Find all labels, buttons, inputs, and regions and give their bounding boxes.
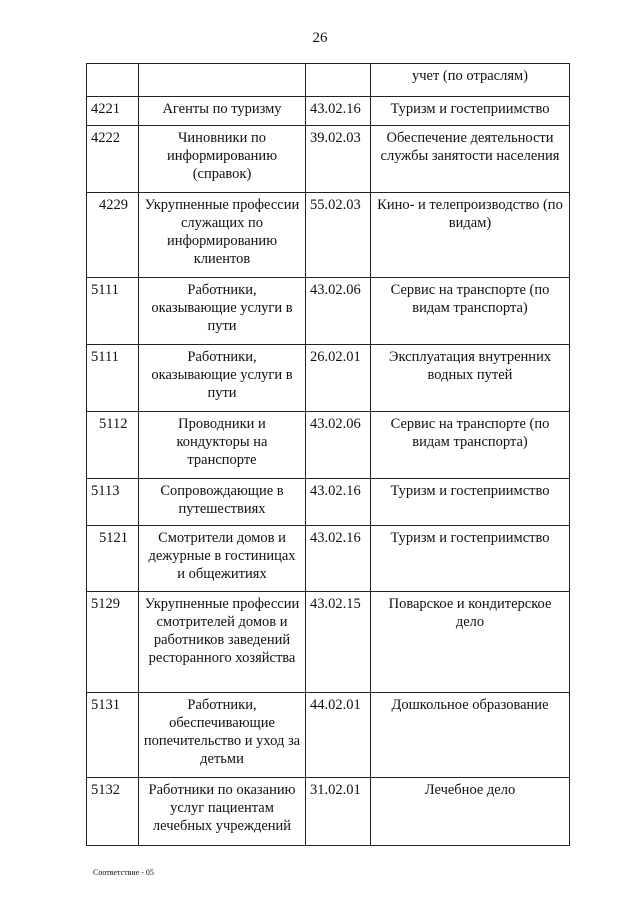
occupation-code-cell: 5111 — [87, 278, 139, 345]
occupation-code-cell: 5131 — [87, 693, 139, 778]
specialty-code-cell: 43.02.06 — [306, 278, 371, 345]
occupation-code-cell — [87, 64, 139, 97]
specialty-name-cell: Эксплуатация внутренних водных путей — [371, 345, 570, 412]
footer-note: Соответствие - 05 — [93, 868, 154, 877]
table-row — [87, 778, 570, 846]
specialty-code-cell: 43.02.06 — [306, 412, 371, 479]
occupation-code-cell: 5112 — [87, 412, 139, 479]
table-row — [87, 97, 570, 126]
occupation-name-cell: Сопровождающие в путешествиях — [139, 479, 306, 526]
specialty-code-cell: 44.02.01 — [306, 693, 371, 778]
specialty-name-cell: Кино- и телепроизводство (по видам) — [371, 193, 570, 278]
specialty-code-cell: 55.02.03 — [306, 193, 371, 278]
occupation-code-cell: 4222 — [87, 126, 139, 193]
specialty-name-cell: Обеспечение деятельности службы занятости населения — [371, 126, 570, 193]
specialty-name-cell: учет (по отраслям) — [371, 64, 570, 97]
table-row — [87, 412, 570, 479]
occupation-code-cell: 5111 — [87, 345, 139, 412]
table-row — [87, 126, 570, 193]
specialty-code-cell: 26.02.01 — [306, 345, 371, 412]
specialty-code-cell: 31.02.01 — [306, 778, 371, 846]
professions-table — [86, 63, 570, 846]
occupation-name-cell: Укрупненные профессии смотрителей домов и работников заведений ресторанного хозяйства — [139, 592, 306, 693]
specialty-code-cell — [306, 64, 371, 97]
specialty-name-cell: Лечебное дело — [371, 778, 570, 846]
table-row — [87, 479, 570, 526]
specialty-code-cell: 39.02.03 — [306, 126, 371, 193]
specialty-name-cell: Сервис на транспорте (по видам транспорта) — [371, 278, 570, 345]
occupation-code-cell: 5129 — [87, 592, 139, 693]
occupation-name-cell: Работники, обеспечивающие попечительство и уход за детьми — [139, 693, 306, 778]
specialty-name-cell: Дошкольное образование — [371, 693, 570, 778]
specialty-code-cell: 43.02.15 — [306, 592, 371, 693]
specialty-name-cell: Сервис на транспорте (по видам транспорта) — [371, 412, 570, 479]
occupation-name-cell: Чиновники по информированию (справок) — [139, 126, 306, 193]
page-number: 26 — [312, 30, 328, 46]
specialty-name-cell: Поварское и кондитерское дело — [371, 592, 570, 693]
specialty-code-cell: 43.02.16 — [306, 479, 371, 526]
table-row — [87, 592, 570, 693]
table-row — [87, 526, 570, 592]
table-row — [87, 64, 570, 97]
occupation-code-cell: 4229 — [87, 193, 139, 278]
specialty-name-cell: Туризм и гостеприимство — [371, 526, 570, 592]
occupation-name-cell: Работники, оказывающие услуги в пути — [139, 278, 306, 345]
occupation-name-cell: Агенты по туризму — [139, 97, 306, 126]
occupation-name-cell: Работники, оказывающие услуги в пути — [139, 345, 306, 412]
table-row — [87, 278, 570, 345]
occupation-name-cell: Смотрители домов и дежурные в гостиницах и общежитиях — [139, 526, 306, 592]
table-row — [87, 345, 570, 412]
specialty-name-cell: Туризм и гостеприимство — [371, 479, 570, 526]
occupation-name-cell: Укрупненные профессии служащих по информированию клиентов — [139, 193, 306, 278]
occupation-code-cell: 5121 — [87, 526, 139, 592]
table-row — [87, 693, 570, 778]
occupation-name-cell: Работники по оказанию услуг пациентам лечебных учреждений — [139, 778, 306, 846]
specialty-code-cell: 43.02.16 — [306, 526, 371, 592]
occupation-code-cell: 4221 — [87, 97, 139, 126]
specialty-name-cell: Туризм и гостеприимство — [371, 97, 570, 126]
occupation-name-cell: Проводники и кондукторы на транспорте — [139, 412, 306, 479]
occupation-code-cell: 5113 — [87, 479, 139, 526]
occupation-code-cell: 5132 — [87, 778, 139, 846]
occupation-name-cell — [139, 64, 306, 97]
table-row — [87, 193, 570, 278]
specialty-code-cell: 43.02.16 — [306, 97, 371, 126]
